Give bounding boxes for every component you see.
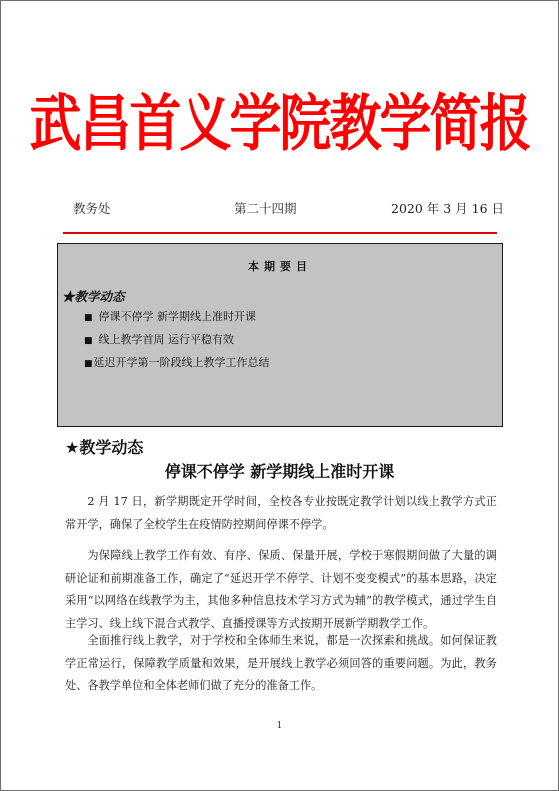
contents-item	[84, 308, 256, 324]
newsletter-masthead: 武昌首义学院教学简报	[29, 88, 530, 160]
article-title: 停课不停学 新学期线上准时开课	[164, 462, 395, 481]
square-bullet-icon: ■	[84, 359, 93, 369]
square-bullet-icon: ■	[84, 313, 93, 323]
issue-number: 第二十四期	[234, 201, 297, 216]
department-label: 教务处	[73, 201, 111, 216]
page-number: 1	[276, 721, 283, 731]
issue-info-row	[1, 199, 558, 217]
contents-item-label: 停课不停学 新学期线上准时开课	[98, 310, 257, 323]
article-paragraph: 为保障线上教学工作有效、有序、保质、保量开展，学校于寒假期间做了大量的调研论证和前期准备工作，确定了“延迟开学不停学、计划不变变模式”的基本思路，决定采用“以网络在线教学为主，其他多种信息技术学习方式为辅”的教学模式，通过学生自主学习、线上线下混合式教学、直播授课等方式按期开展新学期教学工作。	[65, 549, 497, 630]
section-heading: ★教学动态	[65, 438, 144, 457]
article-paragraph: 2 月 17 日，新学期既定开学时间，全校各专业按既定教学计划以线上教学方式正常开学，确保了全校学生在疫情防控期间停课不停学。	[65, 495, 497, 531]
article-paragraph: 全面推行线上教学，对于学校和全体师生来说，都是一次探索和挑战。如何保证教学正常运行，保障教学质量和效果，是开展线上教学必须回答的重要问题。为此，教务处、各教学单位和全体老师们做了充分的准备工作。	[65, 634, 497, 692]
contents-title: 本期要目	[248, 260, 312, 273]
contents-item-label: 线上教学首周 运行平稳有效	[98, 333, 235, 346]
contents-item-label: 延迟开学第一阶段线上教学工作总结	[93, 356, 270, 369]
contents-section-heading: ★教学动态	[62, 289, 125, 304]
issue-date: 2020 年 3 月 16 日	[391, 201, 505, 216]
square-bullet-icon: ■	[84, 336, 93, 346]
contents-item	[84, 354, 270, 370]
contents-item	[84, 331, 234, 347]
contents-summary-box	[57, 243, 503, 427]
red-divider	[63, 232, 497, 234]
